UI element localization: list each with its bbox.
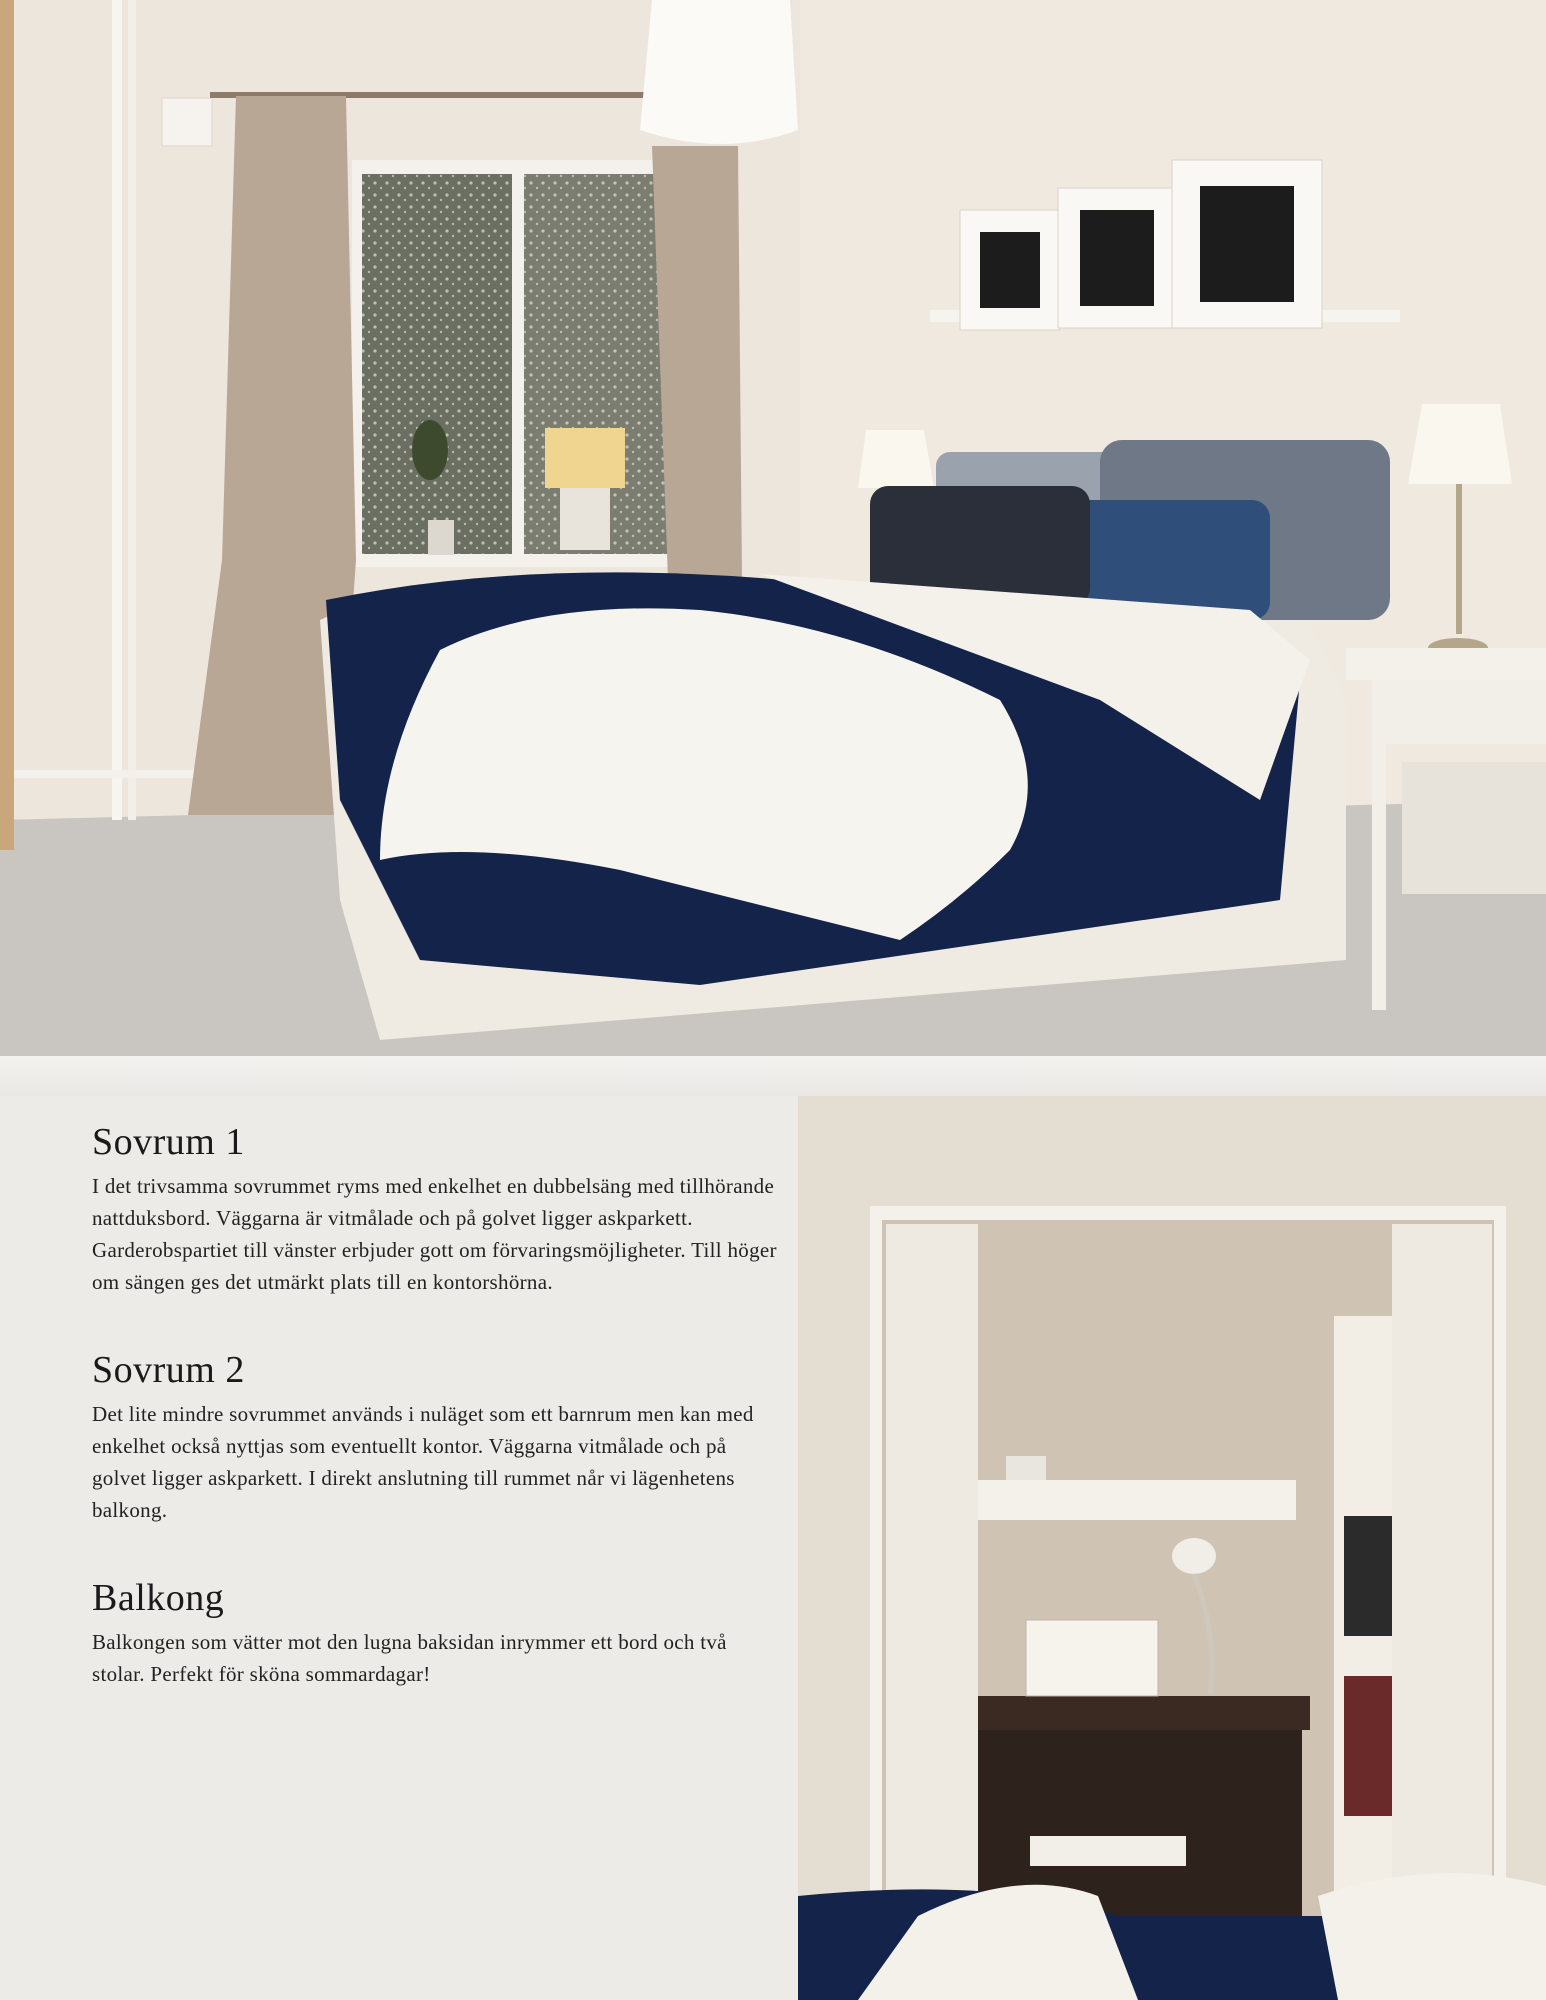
wicker-basket: [1402, 762, 1546, 894]
section-body: I det trivsamma sovrummet ryms med enkelhet en dubbelsäng med tillhörande nattduksbord. Väggarna är vitmålade och på golvet ligger askparkett. Garderobspartiet till vänster erbjuder gott om förvaringsmöjligheter. Till höger om sängen ges det utmärkt plats till en kontorshörna.: [92, 1174, 777, 1294]
bedside-lamp-right: [1408, 404, 1512, 484]
desk-top: [970, 1696, 1310, 1730]
section-sovrum-2: [92, 1348, 782, 1526]
nightstand-top: [1346, 648, 1546, 680]
alcove-curtain-left: [886, 1224, 978, 2000]
wardrobe-edge: [0, 0, 14, 850]
page-fold: [0, 1056, 1546, 1096]
monitor: [1026, 1620, 1158, 1696]
office-alcove-illustration: [798, 1096, 1546, 2000]
stool: [1030, 1836, 1186, 1866]
section-title: Balkong: [92, 1577, 225, 1619]
wall-shelf: [966, 1480, 1296, 1520]
office-alcove-photo: [798, 1096, 1546, 2000]
bedside-lamp-left: [858, 430, 934, 488]
section-sovrum-1: [92, 1120, 782, 1298]
text-column: [92, 1120, 782, 1740]
window-lamp-shade: [545, 428, 625, 488]
section-title: Sovrum 1: [92, 1121, 245, 1163]
desk-lamp: [1172, 1538, 1216, 1574]
section-title: Sovrum 2: [92, 1349, 245, 1391]
section-body: Balkongen som vätter mot den lugna baksidan inrymmer ett bord och två stolar. Perfekt för sköna sommardagar!: [92, 1630, 727, 1686]
section-body: Det lite mindre sovrummet används i nuläget som ett barnrum men kan med enkelhet också nyttjas som eventuellt kontor. Väggarna vitmålade och på golvet ligger askparkett. I direkt anslutning till rummet når vi lägenhetens balkong.: [92, 1402, 754, 1522]
section-balkong: [92, 1576, 782, 1690]
ceiling-lamp: [640, 0, 798, 144]
